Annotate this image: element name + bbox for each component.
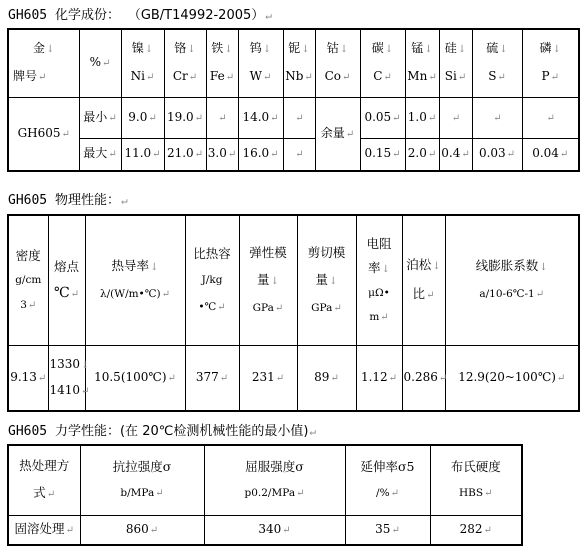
element-sym: Cr: [172, 69, 188, 84]
mech-value-row: [8, 515, 522, 545]
max-si: [439, 138, 472, 171]
cell-value: 0.4: [441, 146, 461, 161]
heat-treatment-header: [8, 445, 80, 515]
chem-min-row: [8, 97, 579, 138]
return-mark-icon: ↵: [451, 112, 461, 124]
return-mark-icon: ↵: [81, 385, 90, 397]
element-header-c: [360, 29, 405, 97]
return-mark-icon: ↵: [270, 149, 279, 161]
element-cn: 钴: [326, 41, 339, 56]
return-mark-icon: ↵: [120, 194, 128, 207]
element-cn: 铁: [211, 41, 224, 56]
return-mark-icon: ↵: [391, 524, 400, 536]
return-mark-icon: ↵: [428, 72, 437, 84]
header-line: b/MPa: [120, 487, 155, 500]
return-mark-icon: ↵: [37, 372, 47, 384]
element-sym: Co: [324, 69, 341, 84]
chem-table: [7, 28, 580, 172]
mech-heading-title: 力学性能：: [54, 424, 120, 439]
cell-value: 1.0: [407, 109, 427, 124]
element-header-nb: [283, 29, 315, 97]
expansion-header: [445, 215, 579, 345]
return-mark-icon: ↵: [167, 372, 176, 384]
cell-value: 16.0: [242, 146, 270, 161]
min-s: [472, 97, 522, 138]
header-line: J/kg: [201, 273, 223, 286]
tensile-strength-value: [80, 515, 204, 545]
element-sym: P: [541, 69, 550, 84]
header-line: 屈服强度σ: [245, 459, 304, 475]
header-line: GPa: [311, 301, 333, 314]
min-nb: [283, 97, 315, 138]
return-mark-icon: ↵: [559, 149, 569, 161]
cell-value: 10.5(100℃): [94, 369, 167, 384]
min-w: [238, 97, 283, 138]
return-mark-icon: ↵: [506, 149, 516, 161]
element-header-si: [439, 29, 472, 97]
header-line: GPa: [252, 301, 274, 314]
arrow-down-icon: ↓: [329, 275, 338, 287]
return-mark-icon: ↵: [546, 112, 555, 124]
arrow-down-icon: ↓: [144, 44, 154, 56]
chem-max-row: [8, 138, 579, 171]
header-line: 抗拉强度σ: [112, 459, 172, 475]
density-value: [8, 345, 48, 411]
cell-value: 9.0: [128, 109, 148, 124]
return-mark-icon: ↵: [457, 72, 467, 84]
max-c: [360, 138, 405, 171]
cell-value: 0.286: [403, 369, 438, 384]
header-line: λ/(W/m•℃): [99, 288, 161, 301]
return-mark-icon: ↵: [392, 112, 401, 124]
return-mark-icon: ↵: [225, 72, 235, 84]
cell-value: 231: [251, 369, 275, 384]
header-line: HBS: [459, 487, 484, 500]
arrow-down-icon: ↓: [432, 261, 441, 273]
max-mn: [405, 138, 439, 171]
tensile-strength-header: [80, 445, 204, 515]
specific-heat-value: [185, 345, 239, 411]
return-mark-icon: ↵: [426, 290, 435, 302]
return-mark-icon: ↵: [218, 112, 227, 124]
return-mark-icon: ↵: [342, 72, 351, 84]
return-mark-icon: ↵: [333, 302, 342, 314]
header-line: 量: [257, 271, 270, 287]
arrow-down-icon: ↓: [270, 275, 279, 287]
element-cn: 硅: [444, 41, 457, 56]
phys-header-row: [8, 215, 579, 345]
return-mark-icon: ↵: [108, 112, 117, 124]
arrow-down-icon: ↓: [552, 44, 561, 56]
min-cr: [164, 97, 206, 138]
min-fe: [206, 97, 238, 138]
element-cn: 钨: [249, 41, 262, 56]
min-label: 最小: [83, 109, 108, 124]
return-mark-icon: ↵: [295, 112, 304, 124]
arrow-down-icon: ↓: [262, 44, 272, 56]
elongation-value: [345, 515, 430, 545]
header-line: ℃: [53, 284, 70, 301]
header-line: 剪切模: [307, 244, 346, 260]
element-header-mn: [405, 29, 439, 97]
return-mark-icon: ↵: [550, 72, 559, 84]
co-balance-cell: [315, 97, 360, 171]
cell-value: 1330: [49, 356, 81, 371]
shear-modulus-value: [297, 345, 356, 411]
arrow-down-icon: ↓: [499, 44, 508, 56]
max-label-cell: [79, 138, 121, 171]
return-mark-icon: ↵: [390, 488, 399, 500]
header-line: 3: [20, 298, 27, 311]
return-mark-icon: ↵: [392, 149, 401, 161]
return-mark-icon: ↵: [194, 112, 204, 124]
return-mark-icon: ↵: [270, 112, 279, 124]
header-line: m: [369, 310, 380, 323]
cell-value: 0.15: [364, 146, 392, 161]
return-mark-icon: ↵: [38, 72, 47, 84]
element-cn: 硫: [486, 41, 499, 56]
return-mark-icon: ↵: [388, 372, 398, 384]
max-ni: [121, 138, 164, 171]
header-line: 比热容: [193, 245, 231, 261]
return-mark-icon: ↵: [535, 289, 545, 301]
header-line: 热导率: [111, 258, 150, 274]
element-cn: 铬: [174, 41, 187, 56]
return-mark-icon: ↵: [102, 58, 111, 70]
element-sym: S: [488, 69, 497, 84]
return-mark-icon: ↵: [493, 112, 502, 124]
chem-heading-grade: GH605: [8, 8, 48, 23]
min-ni: [121, 97, 164, 138]
return-mark-icon: ↵: [65, 525, 74, 537]
chem-heading-std: （GB/T14992-2005）: [127, 8, 265, 23]
min-p: [522, 97, 579, 138]
return-mark-icon: ↵: [194, 149, 204, 161]
chem-grade-header: [8, 29, 79, 97]
arrow-down-icon: ↓: [187, 44, 196, 56]
element-cn: 镍: [131, 41, 144, 56]
cell-value: 0.04: [532, 146, 559, 161]
cell-value: 340: [258, 521, 282, 536]
header-line: 式: [33, 485, 46, 501]
return-mark-icon: ↵: [219, 372, 229, 384]
return-mark-icon: ↵: [275, 372, 285, 384]
melting-value: [48, 345, 90, 411]
return-mark-icon: ↵: [46, 489, 56, 501]
hardness-header: [430, 445, 522, 515]
return-mark-icon: ↵: [108, 149, 117, 161]
header-line: a/10-6℃-1: [479, 288, 535, 301]
arrow-down-icon: ↓: [150, 262, 159, 274]
header-line: 密度: [15, 247, 41, 263]
return-mark-icon: ↵: [330, 372, 339, 384]
conductivity-value: [85, 345, 185, 411]
chem-heading: [8, 4, 272, 23]
arrow-down-icon: ↓: [457, 44, 467, 56]
pct-label: %: [89, 55, 101, 70]
elastic-modulus-header: [239, 215, 297, 345]
min-mn: [405, 97, 439, 138]
return-mark-icon: ↵: [217, 301, 226, 313]
element-header-s: [472, 29, 522, 97]
element-cn: 铌: [288, 41, 301, 56]
conductivity-header: [85, 215, 185, 345]
phys-table: [7, 214, 580, 412]
element-cn: 锰: [411, 41, 424, 56]
cell-value: 35: [375, 521, 391, 536]
return-mark-icon: ↵: [282, 524, 291, 536]
header-line: /%: [376, 487, 390, 500]
return-mark-icon: ↵: [296, 488, 305, 500]
max-label: 最大: [83, 146, 108, 161]
header-line: 线膨胀系数: [475, 258, 539, 274]
max-p: [522, 138, 579, 171]
element-sym: C: [373, 69, 383, 84]
cell-value: 14.0: [242, 109, 270, 124]
header-line: 比: [412, 286, 426, 302]
cell-value: 89: [314, 369, 330, 384]
mech-heading-grade: GH605: [8, 424, 48, 439]
cell-value: 9.13: [10, 369, 37, 384]
return-mark-icon: ↵: [188, 72, 198, 84]
elongation-header: [345, 445, 430, 515]
return-mark-icon: ↵: [427, 149, 437, 161]
element-sym: Nb: [285, 69, 304, 84]
phys-heading: [8, 189, 128, 208]
max-s: [472, 138, 522, 171]
return-mark-icon: ↵: [70, 288, 80, 300]
hardness-value: [430, 515, 522, 545]
return-mark-icon: ↵: [152, 149, 161, 161]
element-sym: Fe: [209, 69, 225, 84]
chem-grade-cell: [8, 97, 79, 171]
min-label-cell: [79, 97, 121, 138]
arrow-down-icon: ↓: [384, 44, 394, 56]
return-mark-icon: ↵: [304, 72, 313, 84]
yield-strength-header: [204, 445, 345, 515]
arrow-down-icon: ↓: [46, 44, 55, 56]
header-line: 率: [368, 259, 381, 275]
element-sym: Mn: [407, 69, 428, 84]
poisson-value: [402, 345, 448, 411]
return-mark-icon: ↵: [556, 372, 566, 384]
header-line: 电阻: [366, 235, 392, 251]
return-mark-icon: ↵: [383, 72, 392, 84]
header-line: 布氏硬度: [450, 459, 501, 475]
elastic-modulus-value: [239, 345, 297, 411]
cell-value: 1.12: [360, 369, 388, 384]
phys-heading-grade: GH605: [8, 193, 48, 208]
return-mark-icon: ↵: [380, 311, 389, 323]
element-header-w: [238, 29, 283, 97]
expansion-value: [445, 345, 579, 411]
chem-header-row: [8, 29, 579, 97]
max-fe: [206, 138, 238, 171]
grade-header-top: 金: [33, 41, 46, 56]
cell-value: 21.0: [166, 146, 194, 161]
element-sym: W: [249, 69, 262, 84]
arrow-down-icon: ↓: [81, 359, 90, 371]
element-header-p: [522, 29, 579, 97]
cell-value: 282: [459, 521, 483, 536]
resistivity-header: [356, 215, 402, 345]
element-cn: 碳: [371, 41, 384, 56]
header-line: •℃: [198, 300, 217, 313]
arrow-down-icon: ↓: [424, 44, 433, 56]
return-mark-icon: ↵: [262, 72, 272, 84]
arrow-down-icon: ↓: [339, 44, 349, 56]
header-line: 量: [315, 271, 329, 287]
header-line: 弹性模: [249, 244, 287, 260]
cell-value: 19.0: [166, 109, 194, 124]
poisson-header: [402, 215, 445, 345]
cell-value: 377: [195, 369, 219, 384]
arrow-down-icon: ↓: [301, 44, 310, 56]
cell-value: 余量: [320, 125, 345, 140]
arrow-down-icon: ↓: [381, 263, 390, 275]
min-si: [439, 97, 472, 138]
return-mark-icon: ↵: [427, 112, 437, 124]
phys-heading-title: 物理性能：: [54, 193, 120, 208]
element-header-cr: [164, 29, 206, 97]
yield-strength-value: [204, 515, 345, 545]
element-sym: Ni: [130, 69, 145, 84]
return-mark-icon: ↵: [155, 488, 164, 500]
density-header: [8, 215, 48, 345]
resistivity-value: [356, 345, 402, 411]
melting-header: [48, 215, 85, 345]
cell-value: 2.0: [407, 146, 427, 161]
header-line: μΩ•: [368, 286, 390, 299]
cell-value: 1410: [49, 382, 81, 397]
mech-table: [7, 444, 523, 546]
cell-value: 11.0: [124, 146, 152, 161]
max-w: [238, 138, 283, 171]
arrow-down-icon: ↓: [224, 44, 233, 56]
header-line: p0.2/MPa: [244, 487, 296, 500]
header-line: g/cm: [15, 273, 42, 286]
header-line: 热处理方: [19, 458, 70, 474]
cell-value: 0.05: [364, 109, 392, 124]
return-mark-icon: ↵: [161, 289, 170, 301]
return-mark-icon: ↵: [274, 302, 284, 314]
header-line: 熔点: [53, 258, 79, 274]
mech-header-row: [8, 445, 522, 515]
return-mark-icon: ↵: [461, 149, 470, 161]
return-mark-icon: ↵: [145, 72, 155, 84]
return-mark-icon: ↵: [345, 128, 355, 140]
max-nb: [283, 138, 315, 171]
chem-heading-title: 化学成份：: [54, 8, 120, 23]
element-sym: Si: [444, 69, 457, 84]
header-line: 延伸率σ5: [360, 459, 415, 475]
return-mark-icon: ↵: [295, 149, 304, 161]
cell-value: 3.0: [207, 146, 227, 161]
grade-value: GH605: [17, 125, 61, 140]
return-mark-icon: ↵: [484, 488, 493, 500]
max-cr: [164, 138, 206, 171]
return-mark-icon: ↵: [227, 149, 237, 161]
return-mark-icon: ↵: [61, 128, 70, 140]
cell-value: 固溶处理: [14, 521, 65, 537]
cell-value: 12.9(20~100℃): [458, 369, 556, 384]
element-header-ni: [121, 29, 164, 97]
cell-value: 860: [125, 521, 149, 536]
return-mark-icon: ↵: [27, 299, 37, 311]
heat-treatment-value: [8, 515, 80, 545]
return-mark-icon: ↵: [309, 425, 317, 438]
mech-heading-note: (在 20℃检测机械性能的最小值): [119, 424, 309, 439]
cell-value: 0.03: [478, 146, 506, 161]
grade-header-bottom: 牌号: [13, 69, 38, 84]
return-mark-icon: ↵: [497, 72, 506, 84]
return-mark-icon: ↵: [149, 524, 159, 536]
return-mark-icon: ↵: [483, 524, 492, 536]
pct-header: [79, 29, 121, 97]
element-cn: 磷: [539, 41, 552, 56]
header-line: 泊松: [406, 257, 432, 273]
element-header-fe: [206, 29, 238, 97]
mech-heading: [8, 420, 316, 439]
return-mark-icon: ↵: [265, 9, 272, 22]
return-mark-icon: ↵: [148, 112, 157, 124]
element-header-co: [315, 29, 360, 97]
phys-value-row: [8, 345, 579, 411]
arrow-down-icon: ↓: [539, 262, 548, 274]
specific-heat-header: [185, 215, 239, 345]
return-mark-icon: ↵: [438, 372, 448, 384]
shear-modulus-header: [297, 215, 356, 345]
min-c: [360, 97, 405, 138]
